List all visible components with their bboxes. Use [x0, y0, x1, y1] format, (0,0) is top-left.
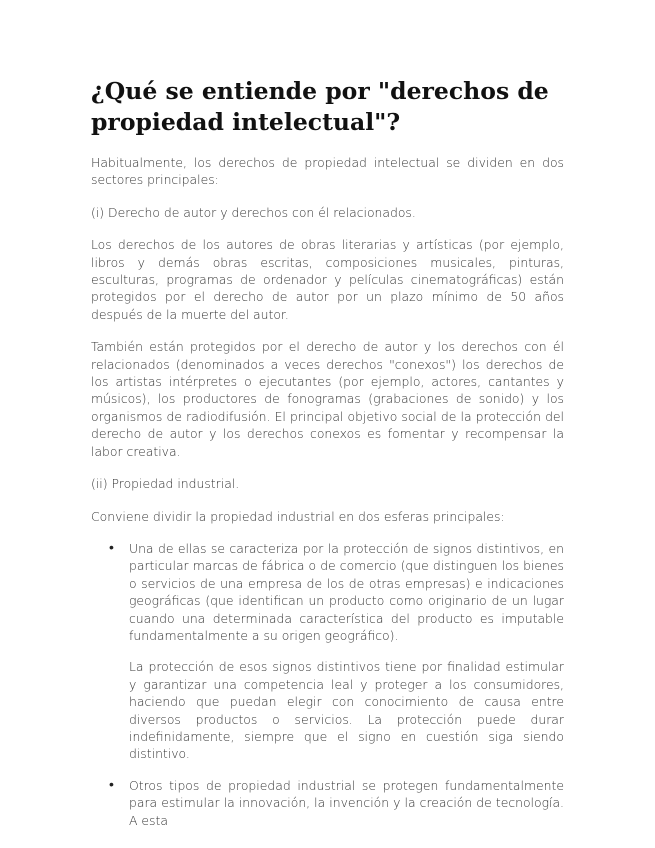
- intro-paragraph: Habitualmente, los derechos de propiedad intelectual se dividen en dos sectores principales:: [91, 155, 564, 188]
- bullet-icon: •: [109, 539, 114, 556]
- list-item: [109, 539, 564, 763]
- list-item: [109, 776, 564, 829]
- copyright-paragraph: Los derechos de los autores de obras literarias y artísticas (por ejemplo, libros y demás obras escritas, composiciones musicales, pinturas, esculturas, programas de ordenador y películas cinematográficas) están protegidos por el derecho de autor por un plazo mínimo de 50 años después de la muerte del autor.: [91, 237, 564, 322]
- list-item-text: Una de ellas se caracteriza por la protección de signos distintivos, en particular marcas de fábrica o de comercio (que distinguen los bienes o servicios de una empresa de los de otras empresas) e indicaciones geográficas (que identifican un producto como originario de un lugar cuando una determinada característica del producto es imputable fundamentalmente a su origen geográfico).: [129, 540, 564, 643]
- section-heading-copyright: (i) Derecho de autor y derechos con él relacionados.: [91, 204, 416, 220]
- section-heading-industrial: (ii) Propiedad industrial.: [91, 476, 240, 492]
- page-title: ¿Qué se entiende por "derechos de propiedad intelectual"?: [91, 77, 549, 136]
- list-item-text: Otros tipos de propiedad industrial se protegen fundamentalmente para estimular la innovación, la invención y la creación de tecnología. A esta: [129, 777, 564, 828]
- bullet-icon: •: [109, 776, 114, 793]
- industrial-intro-paragraph: Conviene dividir la propiedad industrial en dos esferas principales:: [91, 508, 505, 524]
- related-rights-paragraph: También están protegidos por el derecho de autor y los derechos con él relacionados (denominados a veces derechos "conexos") los derechos de los artistas intérpretes o ejecutantes (por ejemplo, actores, cantantes y músicos), los productores de fonogramas (grabaciones de sonido) y los organismos de radiodifusión. El principal objetivo social de la protección del derecho de autor y los derechos conexos es fomentar y recompensar la labor creativa.: [91, 339, 564, 459]
- list-item-text: La protección de esos signos distintivos tiene por finalidad estimular y garantizar una competencia leal y proteger a los consumidores, haciendo que puedan elegir con conocimiento de causa entre diversos productos o servicios. La protección puede durar indefinidamente, siempre que el signo en cuestión siga siendo distintivo.: [129, 659, 564, 762]
- industrial-property-list: [91, 540, 564, 829]
